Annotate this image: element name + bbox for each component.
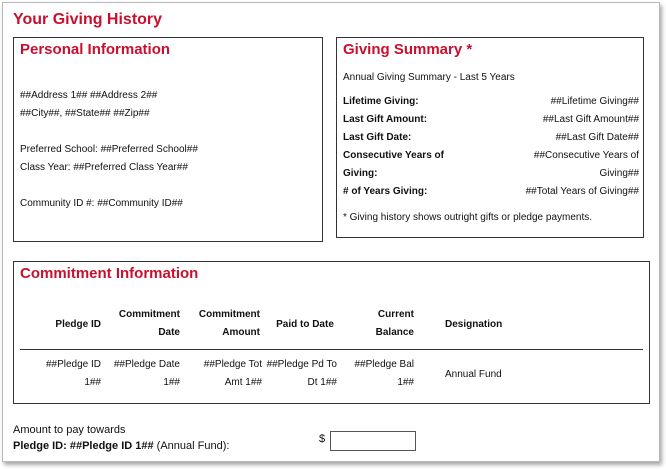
commitment-information-box bbox=[13, 261, 650, 404]
community-id: Community ID #: ##Community ID## bbox=[20, 198, 183, 209]
cell-paid-to-date-line1: ##Pledge Pd To bbox=[266, 359, 337, 370]
cell-pledge-id-line1: ##Pledge ID bbox=[45, 359, 101, 370]
years-giving-value: ##Total Years of Giving## bbox=[525, 186, 639, 197]
payment-designation: (Annual Fund): bbox=[153, 440, 230, 452]
header-pledge-id: Pledge ID bbox=[55, 319, 101, 330]
lifetime-giving-value: ##Lifetime Giving## bbox=[550, 96, 639, 107]
cell-pledge-id-line2: 1## bbox=[84, 377, 101, 388]
city-state-zip-line: ##City##, ##State## ##Zip## bbox=[20, 108, 150, 119]
preferred-school: Preferred School: ##Preferred School## bbox=[20, 144, 198, 155]
page-title: Your Giving History bbox=[13, 11, 163, 28]
header-commitment-date-line2: Date bbox=[158, 327, 180, 338]
commitment-information-title: Commitment Information bbox=[20, 265, 199, 282]
currency-symbol: $ bbox=[319, 433, 326, 445]
header-designation: Designation bbox=[445, 319, 503, 330]
header-current-balance-line2: Balance bbox=[375, 327, 414, 338]
table-divider bbox=[20, 349, 643, 350]
last-gift-amount-value: ##Last Gift Amount## bbox=[542, 114, 639, 125]
personal-information-box bbox=[13, 37, 323, 242]
cell-current-balance-line2: 1## bbox=[397, 377, 414, 388]
header-current-balance-line1: Current bbox=[377, 309, 414, 320]
giving-summary-title: Giving Summary * bbox=[343, 41, 473, 58]
giving-history-panel bbox=[2, 2, 660, 462]
class-year: Class Year: ##Preferred Class Year## bbox=[20, 162, 188, 173]
personal-information-title: Personal Information bbox=[20, 41, 171, 58]
cell-pledge-amount-line1: ##Pledge Tot bbox=[203, 359, 262, 370]
giving-summary-subtitle: Annual Giving Summary - Last 5 Years bbox=[343, 72, 515, 83]
header-commitment-amount-line2: Amount bbox=[222, 327, 260, 338]
cell-pledge-amount-line2: Amt 1## bbox=[224, 377, 262, 388]
last-gift-date-label: Last Gift Date: bbox=[343, 132, 412, 143]
cell-designation: Annual Fund bbox=[445, 369, 502, 380]
last-gift-amount-label: Last Gift Amount: bbox=[343, 114, 428, 125]
header-commitment-date-line1: Commitment bbox=[118, 309, 180, 320]
header-commitment-amount-line1: Commitment bbox=[198, 309, 260, 320]
giving-summary-box bbox=[336, 37, 644, 238]
address-line: ##Address 1## ##Address 2## bbox=[20, 90, 158, 101]
payment-pledge-id: Pledge ID: ##Pledge ID 1## bbox=[13, 440, 154, 452]
header-paid-to-date: Paid to Date bbox=[276, 319, 334, 330]
cell-pledge-date-line1: ##Pledge Date bbox=[113, 359, 180, 370]
payment-label-line2 bbox=[13, 440, 229, 452]
years-giving-label: # of Years Giving: bbox=[343, 186, 428, 197]
giving-footnote: * Giving history shows outright gifts or pledge payments. bbox=[343, 212, 593, 223]
cell-pledge-date-line2: 1## bbox=[163, 377, 180, 388]
cell-paid-to-date-line2: Dt 1## bbox=[307, 377, 337, 388]
consecutive-years-value-line1: ##Consecutive Years of bbox=[533, 150, 639, 161]
payment-amount-input[interactable] bbox=[330, 431, 416, 451]
lifetime-giving-label: Lifetime Giving: bbox=[343, 96, 419, 107]
cell-current-balance-line1: ##Pledge Bal bbox=[354, 359, 414, 370]
consecutive-years-label-line2: Giving: bbox=[343, 168, 378, 179]
last-gift-date-value: ##Last Gift Date## bbox=[555, 132, 639, 143]
consecutive-years-label-line1: Consecutive Years of bbox=[343, 150, 444, 161]
consecutive-years-value-line2: Giving## bbox=[599, 168, 639, 179]
payment-label-line1: Amount to pay towards bbox=[13, 424, 126, 436]
